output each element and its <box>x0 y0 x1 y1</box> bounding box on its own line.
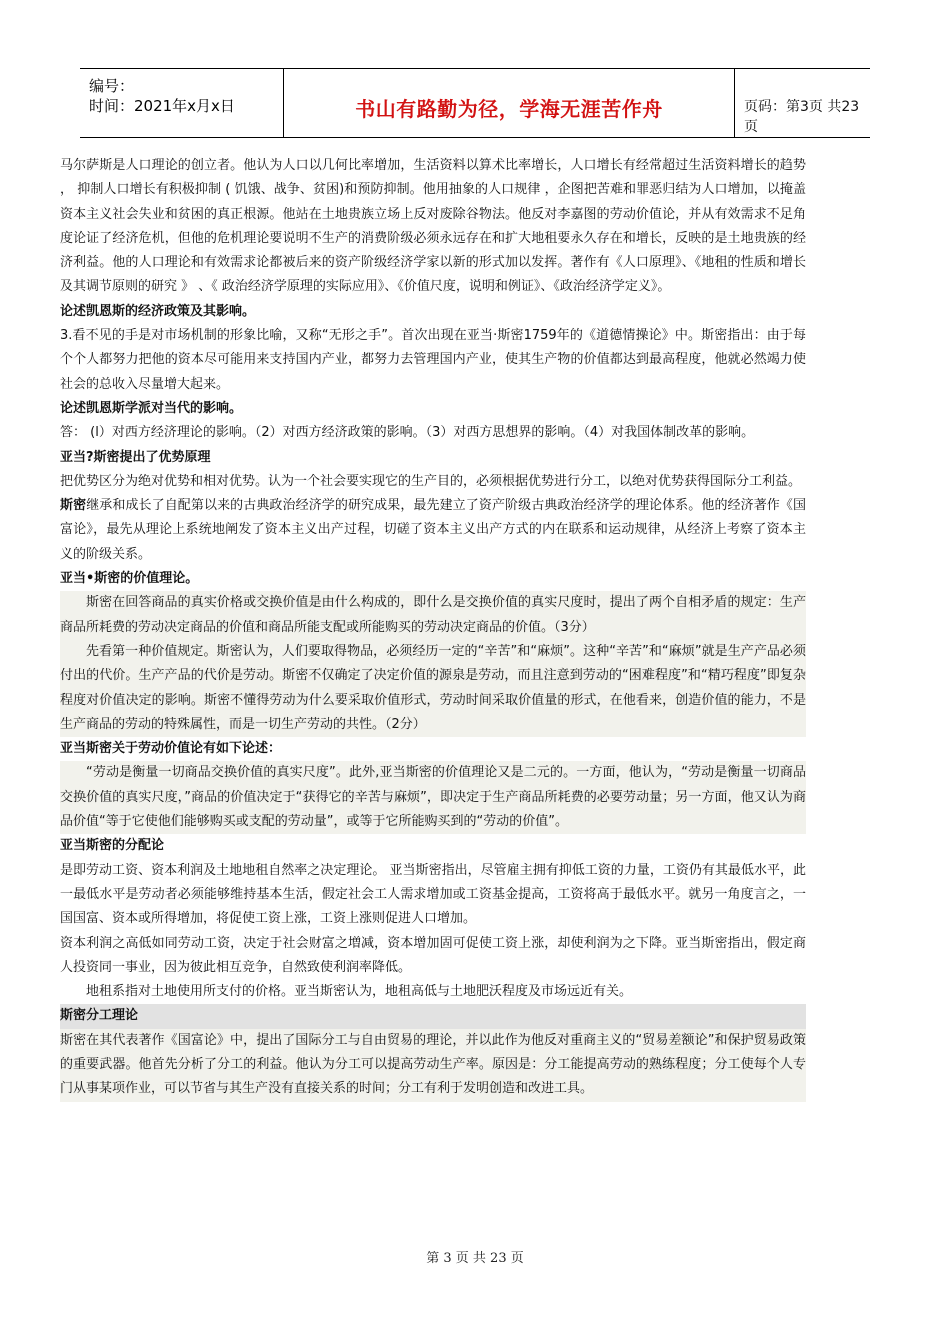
paragraph-value-contradiction: 斯密在回答商品的真实价格或交换价值是由什么构成的，即什么是交换价值的真实尺度时，提出了两个自相矛盾的规定：生产商品所耗费的劳动决定商品的价值和商品所能支配或所能购买的劳动决定商品的价值。（3分） <box>60 591 806 640</box>
paragraph-wages: 是即劳动工资、资本利润及土地地租自然率之决定理论。 亚当斯密指出，尽管雇主拥有抑低工资的力量，工资仍有其最低水平，此一最低水平是劳动者必须能够维持基本生活，假定社会工人需求增加或工资基金提高，工资将高于最低水平。就另一角度言之，一国国富、资本或所得增加，将促使工资上涨，工资上涨则促进人口增加。 <box>60 862 806 927</box>
paragraph-lead-text: 继承和成长了自配第以来的古典政治经济学的研究成果，最先建立了资产阶级古典政治经济学的理论体系。他的经济著作《国富论》，最先从理论上系统地阐发了资本主义出产过程，切磋了资本主义出产方式的内在联系和运动规律，从经济上考察了资本主义的阶级关系。 <box>60 498 806 562</box>
paragraph-smith-classical <box>60 494 806 567</box>
paragraph-labor-measure: “劳动是衡量一切商品交换价值的真实尺度”。此外,亚当斯密的价值理论又是二元的。一方面，他认为，“劳动是衡量一切商品交换价值的真实尺度，”商品的价值决定于“获得它的辛苦与麻烦”，即决定于生产商品所耗费的必要劳动量；另一方面，他又认为商品价值“等于它使他们能够购买或支配的劳动量”，或等于它所能购买到的“劳动的价值”。 <box>60 761 806 834</box>
heading-keynesian-influence: 论述凯恩斯学派对当代的影响。 <box>60 400 243 416</box>
paragraph-first-value: 先看第一种价值规定。斯密认为，人们要取得物品，必须经历一定的“辛苦”和“麻烦”。这种“辛苦”和“麻烦”就是生产产品必须付出的代价。生产产品的代价是劳动。斯密不仅确定了决定价值的源泉是劳动，而且注意到劳动的“困难程度”和“精巧程度”即复杂程度对价值决定的影响。斯密不懂得劳动为什么要采取价值形式，劳动时间采取价值量的形式，在他看来，创造价值的能力，不是生产商品的劳动的特殊属性，而是一切生产劳动的共性。（2分） <box>60 640 806 737</box>
paragraph-division-of-labor: 斯密在其代表著作《国富论》中，提出了国际分工与自由贸易的理论，并以此作为他反对重商主义的“贸易差额论”和保护贸易政策的重要武器。他首先分析了分工的利益。他认为分工可以提高劳动生产率。原因是：分工能提高劳动的熟练程度；分工使每个人专门从事某项作业，可以节省与其生产没有直接关系的时间；分工有利于发明创造和改进工具。 <box>60 1029 806 1102</box>
paragraph-keynesian-answer: 答： (l）对西方经济理论的影响。（2）对西方经济政策的影响。（3）对西方思想界的影响。（4）对我国体制改革的影响。 <box>60 425 755 441</box>
page-header <box>80 68 870 138</box>
header-page-info: 页码：第3页 共23页 <box>744 99 860 135</box>
paragraph-malthus: 马尔萨斯是人口理论的创立者。他认为人口以几何比率增加，生活资料以算术比率增长，人口增长有经常超过生活资料增长的趋势 ， 抑制人口增长有积极抑制 ( 饥饿、战争、贫困)和预防抑制。他用抽象的人口规律 ，企图把苦难和罪恶归结为人口增加，以掩盖资本主义社会失业和贫困的真正根源。他站在土地贵族立场上反对废除谷物法。他反对李嘉图的劳动价值论，并从有效需求不足角度论证了经济危机，但他的危机理论要说明不生产的消费阶级必须永远存在和扩大地租要永久存在和增长，反映的是土地贵族的经济利益。他的人口理论和有效需求论都被后来的资产阶级经济学家以新的形式加以发挥。著作有《人口原理》、《地租的性质和增长及其调节原则的研究 》 、《 政治经济学原理的实际应用》、《价值尺度，说明和例证》、《政治经济学定义》。 <box>60 158 806 295</box>
header-right-cell <box>736 69 870 137</box>
header-left-cell <box>80 69 284 137</box>
document-date-label: 时间：2021年x月x日 <box>89 97 235 115</box>
heading-keynes-policy: 论述凯恩斯的经济政策及其影响。 <box>60 303 256 319</box>
paragraph-lead-bold: 斯密 <box>60 498 87 514</box>
page-footer: 第 3 页 共 23 页 <box>426 1251 524 1266</box>
document-body <box>60 154 806 1102</box>
header-middle-cell <box>284 69 735 137</box>
header-motto: 书山有路勤为径，学海无涯苦作舟 <box>355 97 663 121</box>
paragraph-invisible-hand: 3.看不见的手是对市场机制的形象比喻，又称“无形之手”。首次出现在亚当·斯密1759年的《道德情操论》中。斯密指出：由于每个个人都努力把他的资本尽可能用来支持国内产业，都努力去管理国内产业，使其生产物的价值都达到最高程度，他就必然竭力使社会的总收入尽量增大起来。 <box>60 328 806 392</box>
paragraph-profits: 资本利润之高低如同劳动工资，决定于社会财富之増减，资本增加固可促使工资上涨，却使利润为之下降。亚当斯密指出，假定商人投资同一事业，因为彼此相互竞争，自然致使利润率降低。 <box>60 935 806 975</box>
heading-labor-value: 亚当斯密关于劳动价值论有如下论述： <box>60 741 282 757</box>
document-number-label: 编号： <box>89 77 135 95</box>
heading-division-of-labor: 斯密分工理论 <box>60 1004 806 1028</box>
paragraph-advantage: 把优势区分为绝对优势和相对优势。认为一个社会要实现它的生产目的，必须根据优势进行分工，以绝对优势获得国际分工利益。 <box>60 473 802 489</box>
heading-value-theory: 亚当•斯密的价值理论。 <box>60 571 199 587</box>
heading-advantage-principle: 亚当?斯密提出了优势原理 <box>60 449 211 465</box>
heading-distribution: 亚当斯密的分配论 <box>60 838 165 854</box>
paragraph-rent: 地租系指对土地使用所支付的价格。亚当斯密认为，地租高低与土地肥沃程度及市场远近有关。 <box>86 984 633 1000</box>
